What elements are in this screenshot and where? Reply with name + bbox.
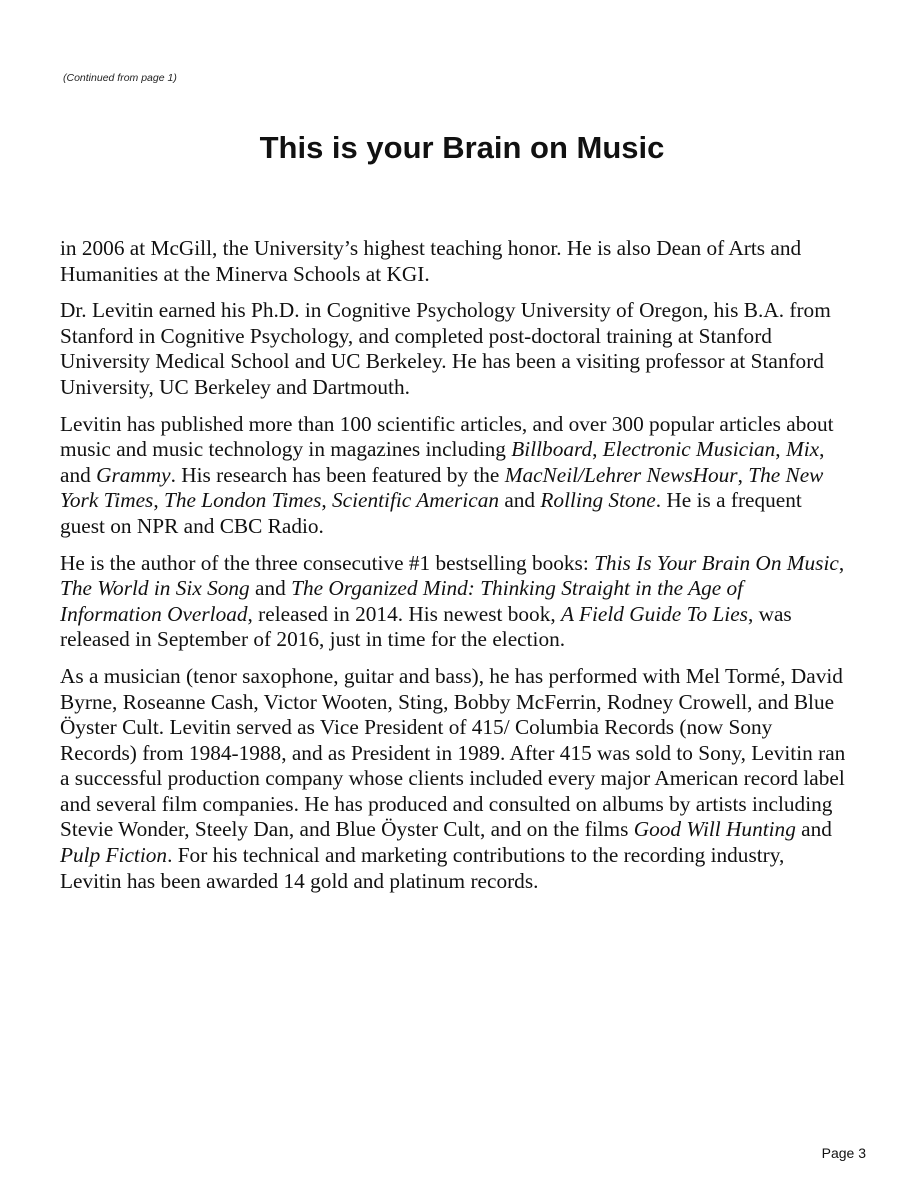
text-run: He is the author of the three consecutive #1 bestselling books: bbox=[60, 550, 595, 575]
paragraph-music-career bbox=[60, 664, 850, 894]
text-run: and bbox=[249, 576, 292, 601]
media-title: The London Times bbox=[163, 488, 322, 513]
text-run: in 2006 at McGill, the University’s highest teaching honor. He is also Dean of Arts and Humanities at the Minerva Schools at KGI. bbox=[60, 236, 802, 286]
text-run: , bbox=[737, 462, 749, 487]
book-title: The World in Six Song bbox=[60, 576, 250, 601]
text-run: , bbox=[592, 437, 603, 462]
paragraph-honors bbox=[60, 236, 850, 287]
book-title: This Is Your Brain On Music bbox=[594, 550, 839, 575]
text-run: , bbox=[153, 488, 164, 513]
book-title: A Field Guide To Lies bbox=[561, 601, 748, 626]
continued-note: (Continued from page 1) bbox=[63, 72, 177, 84]
page-number: Page 3 bbox=[821, 1145, 866, 1161]
magazine-title: Grammy bbox=[96, 462, 171, 487]
media-title: MacNeil/Lehrer NewsHour bbox=[504, 462, 738, 487]
text-run: . His research has been featured by the bbox=[170, 462, 505, 487]
text-run: , was released in September of 2016, just in time for the election. bbox=[60, 601, 792, 652]
media-title: Scientific American bbox=[332, 488, 499, 513]
text-run: As a musician (tenor saxophone, guitar and bass), he has performed with Mel Tormé, David Byrne, Roseanne Cash, Victor Wooten, Sting, Bobby McFerrin, Rodney Crowell, and Blue Öyster Cult. Levitin served as Vice President of 415/ Columbia Records (now Sony Records) from 1984-1988, and as President in 1989. After 415 was sold to Sony, Levitin ran a successful production company whose clients included every major American record label and several film companies. He has produced and consulted on albums by artists including Stevie Wonder, Steely Dan, and Blue Öyster Cult, and on the films bbox=[60, 663, 846, 842]
media-title: The New York Times bbox=[60, 462, 824, 513]
text-run: , released in 2014. His newest book, bbox=[247, 601, 561, 626]
text-run: Levitin has published more than 100 scientific articles, and over 300 popular articles about music and music technology in magazines including bbox=[60, 411, 834, 462]
media-title: Rolling Stone bbox=[540, 488, 656, 513]
paragraph-books bbox=[60, 551, 850, 653]
film-title: Good Will Hunting bbox=[633, 817, 796, 842]
text-run: and bbox=[499, 488, 541, 513]
article-title: This is your Brain on Music bbox=[259, 130, 665, 165]
paragraph-publications bbox=[60, 412, 850, 540]
magazine-title: Mix bbox=[785, 437, 820, 462]
film-title: Pulp Fiction bbox=[60, 843, 168, 868]
text-run: and bbox=[795, 817, 832, 842]
book-title: The Organized Mind: Thinking Straight in the Age of Information Overload bbox=[60, 576, 744, 626]
paragraph-education bbox=[60, 298, 850, 400]
text-run: . He is a frequent guest on NPR and CBC Radio. bbox=[60, 488, 802, 538]
magazine-title: Billboard bbox=[511, 437, 593, 462]
text-run: . For his technical and marketing contributions to the recording industry, Levitin has been awarded 14 gold and platinum records. bbox=[60, 843, 785, 893]
text-run: , bbox=[838, 550, 845, 575]
text-run: , bbox=[775, 437, 786, 462]
article-body bbox=[60, 236, 850, 905]
text-run: Dr. Levitin earned his Ph.D. in Cognitive Psychology University of Oregon, his B.A. from Stanford in Cognitive Psychology, and completed post-doctoral training at Stanford University Medical School and UC Berkeley. He has been a visiting professor at Stanford University, UC Berkeley and Dartmouth. bbox=[60, 298, 831, 399]
text-run: , and bbox=[60, 437, 825, 487]
text-run: , bbox=[321, 488, 333, 513]
magazine-title: Electronic Musician bbox=[602, 437, 776, 462]
